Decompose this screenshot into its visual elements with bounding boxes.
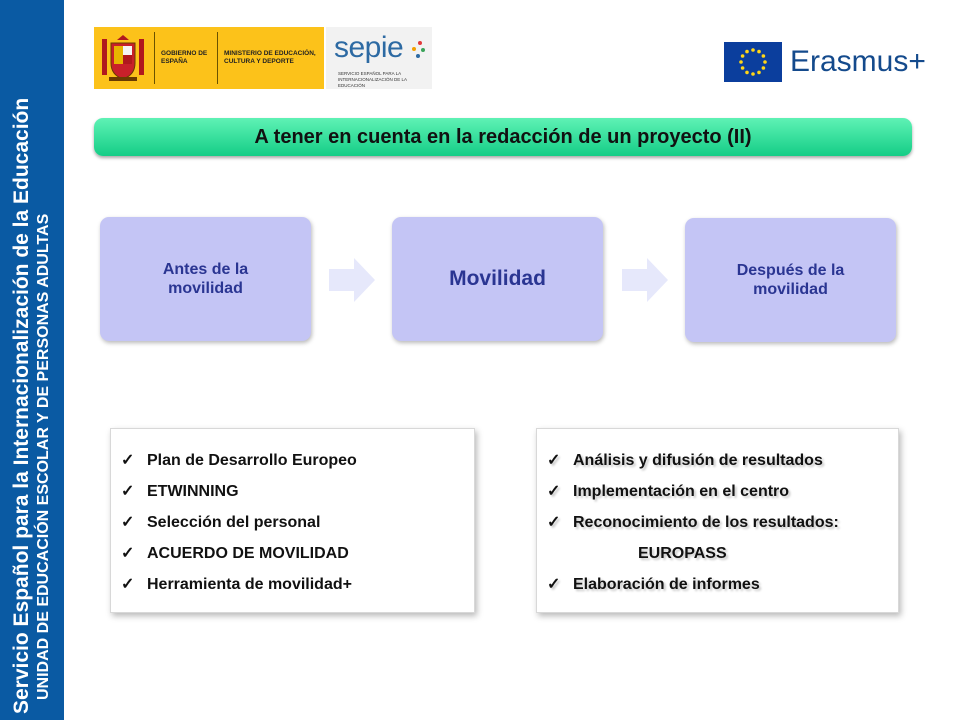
check-icon: ✓ — [121, 452, 135, 469]
before-checklist — [110, 428, 475, 613]
list-item: ✓ Plan de Desarrollo Europeo — [121, 449, 357, 480]
side-subtitle: UNIDAD DE EDUCACIÓN ESCOLAR Y DE PERSONAS ADULTAS — [35, 213, 52, 700]
list-item: EUROPASS — [638, 545, 727, 562]
check-icon: ✓ — [547, 483, 561, 500]
check-icon: ✓ — [121, 483, 135, 500]
step-mobility — [392, 217, 603, 341]
ministerio-label: MINISTERIO DE EDUCACIÓN, CULTURA Y DEPORTE — [217, 32, 320, 84]
gobierno-logo — [94, 27, 324, 89]
check-icon: ✓ — [121, 545, 135, 562]
sepie-wordmark: sepie — [334, 31, 404, 64]
arrow-right-icon — [622, 258, 668, 302]
list-item: ✓ Análisis y difusión de resultados — [547, 449, 839, 480]
after-checklist — [536, 428, 899, 613]
arrow-right-icon — [329, 258, 375, 302]
check-icon: ✓ — [547, 514, 561, 531]
step-mobility-label: Movilidad — [449, 267, 546, 290]
list-item: ✓ Implementación en el centro — [547, 480, 839, 511]
check-icon: ✓ — [121, 514, 135, 531]
side-title: Servicio Español para la Internacionalización de la Educación — [10, 97, 33, 714]
sepie-subtitle: SERVICIO ESPAÑOL PARA LA INTERNACIONALIZACIÓN DE LA EDUCACIÓN — [338, 71, 407, 88]
check-icon: ✓ — [547, 452, 561, 469]
check-icon: ✓ — [547, 576, 561, 593]
coat-of-arms-icon — [100, 31, 146, 85]
list-item: ✓ Elaboración de informes — [547, 573, 839, 604]
step-before-mobility — [100, 217, 311, 341]
list-item: ✓ Herramienta de movilidad+ — [121, 573, 357, 604]
list-item: ✓ Reconocimiento de los resultados: — [547, 511, 839, 542]
list-item: ✓ Selección del personal — [121, 511, 357, 542]
gobierno-label: GOBIERNO DE ESPAÑA — [154, 32, 209, 84]
step-before-label: Antes de la movilidad — [162, 261, 249, 297]
list-item: ✓ ETWINNING — [121, 480, 357, 511]
erasmus-logo — [724, 42, 924, 84]
title-bar — [94, 118, 912, 156]
check-icon: ✓ — [121, 576, 135, 593]
sepie-logo — [326, 27, 432, 89]
list-item: ✓ ACUERDO DE MOVILIDAD — [121, 542, 357, 573]
side-band — [0, 0, 64, 720]
slide-title: A tener en cuenta en la redacción de un proyecto (II) — [254, 125, 752, 148]
eu-flag-icon — [724, 42, 782, 82]
erasmus-wordmark: Erasmus+ — [790, 45, 926, 78]
step-after-label: Después de la movilidad — [736, 262, 845, 298]
side-text — [0, 0, 64, 720]
step-after-mobility — [685, 218, 896, 342]
sepie-swirl-icon — [406, 35, 428, 63]
